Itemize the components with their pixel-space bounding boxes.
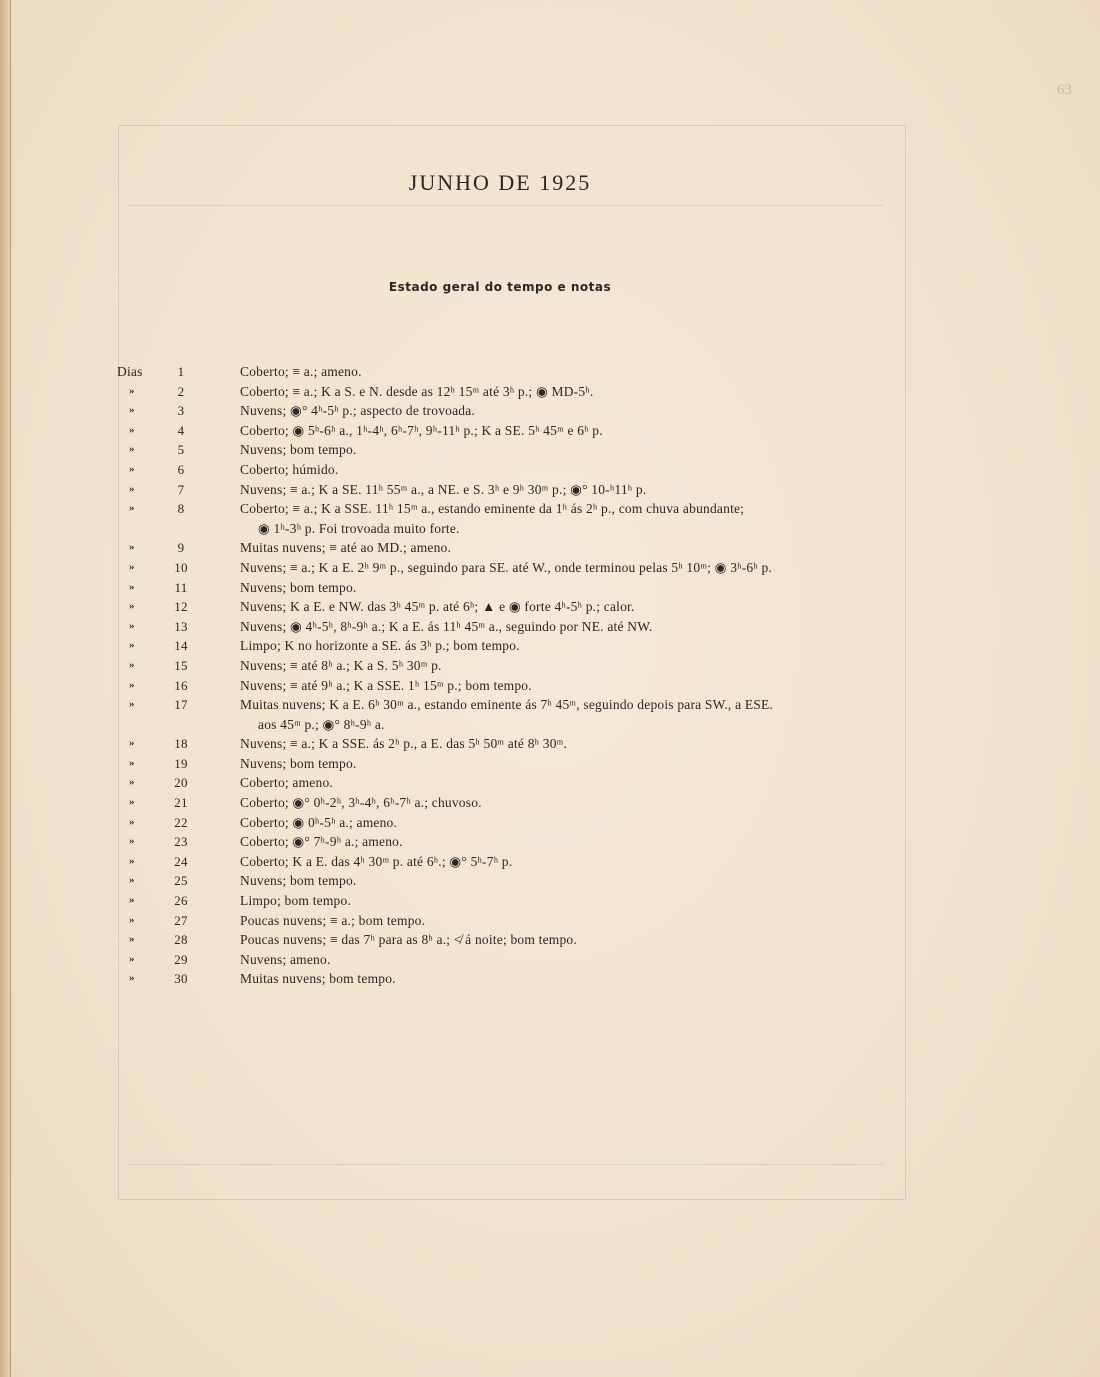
- ditto-mark: »: [129, 796, 135, 809]
- day-row: [0, 578, 1100, 598]
- section-subtitle: Estado geral do tempo e notas: [388, 280, 612, 294]
- day-description: [240, 578, 900, 598]
- day-number: 14: [174, 638, 188, 654]
- day-number: 26: [174, 893, 188, 909]
- day-text: Nuvens; ◉° 4ʰ-5ʰ p.; aspecto de trovoada.: [240, 403, 475, 419]
- day-description: [240, 636, 900, 656]
- day-description: [240, 382, 900, 402]
- day-row: [0, 382, 1100, 402]
- day-description: [240, 773, 900, 793]
- day-text: Nuvens; bom tempo.: [240, 755, 357, 771]
- day-description: [240, 695, 900, 734]
- day-text: Muitas nuvens; K a E. 6ʰ 30ᵐ a., estando eminente ás 7ʰ 45ᵐ, seguindo depois para SW., a ESE.: [240, 697, 774, 713]
- day-text: Nuvens; ≡ a.; K a SSE. ás 2ʰ p., a E. das 5ʰ 50ᵐ até 8ʰ 30ᵐ.: [240, 736, 568, 752]
- ditto-mark: »: [129, 560, 135, 573]
- day-description: [240, 813, 900, 833]
- day-row: [0, 950, 1100, 970]
- ditto-mark: »: [129, 384, 135, 397]
- day-row: [0, 401, 1100, 421]
- day-row: [0, 754, 1100, 774]
- day-description: [240, 852, 900, 872]
- ditto-mark: »: [129, 639, 135, 652]
- day-number: 12: [174, 599, 188, 615]
- day-row: [0, 852, 1100, 872]
- day-row: [0, 656, 1100, 676]
- day-description: [240, 538, 900, 558]
- day-text: Nuvens; bom tempo.: [240, 442, 357, 458]
- day-number: 28: [174, 932, 188, 948]
- day-text: Coberto; húmido.: [240, 461, 339, 477]
- day-description: [240, 362, 900, 382]
- day-row: [0, 538, 1100, 558]
- day-number: 16: [174, 677, 188, 693]
- day-number: 17: [174, 697, 188, 713]
- ditto-mark: »: [129, 619, 135, 632]
- day-row: [0, 793, 1100, 813]
- day-number: 19: [174, 755, 188, 771]
- day-text-continuation: aos 45ᵐ p.; ◉° 8ʰ-9ʰ a.: [258, 716, 385, 732]
- day-number: 6: [177, 461, 185, 477]
- day-text: Poucas nuvens; ≡ das 7ʰ para as 8ʰ a.; ≮ á noite; bom tempo.: [240, 932, 577, 948]
- day-row: [0, 421, 1100, 441]
- day-row: [0, 813, 1100, 833]
- day-text: Nuvens; ≡ a.; K a SE. 11ʰ 55ᵐ a., a NE. e S. 3ʰ e 9ʰ 30ᵐ p.; ◉° 10-ʰ11ʰ p.: [240, 481, 647, 497]
- day-description: [240, 832, 900, 852]
- day-text: Coberto; ◉ 0ʰ-5ʰ a.; ameno.: [240, 814, 398, 830]
- day-row: [0, 930, 1100, 950]
- day-text: Coberto; ◉° 0ʰ-2ʰ, 3ʰ-4ʰ, 6ʰ-7ʰ a.; chuvoso.: [240, 795, 482, 811]
- daily-weather-list: [0, 362, 1100, 989]
- day-number: 9: [177, 540, 185, 556]
- day-number: 18: [174, 736, 188, 752]
- ditto-mark: »: [129, 835, 135, 848]
- day-number: 1: [177, 364, 185, 379]
- day-row: [0, 832, 1100, 852]
- ditto-mark: »: [129, 482, 135, 495]
- day-row: [0, 871, 1100, 891]
- day-number: 10: [174, 559, 188, 575]
- day-row: [0, 734, 1100, 754]
- ditto-mark: »: [129, 933, 135, 946]
- ditto-mark: »: [129, 443, 135, 456]
- day-text: Nuvens; bom tempo.: [240, 579, 357, 595]
- day-text-continuation: ◉ 1ʰ-3ʰ p. Foi trovoada muito forte.: [258, 520, 460, 536]
- day-text: Coberto; ≡ a.; ameno.: [240, 364, 362, 379]
- day-row: [0, 597, 1100, 617]
- day-number: 21: [174, 795, 188, 811]
- day-description: [240, 656, 900, 676]
- day-row: [0, 617, 1100, 637]
- dias-label: Dias: [117, 364, 143, 379]
- page-title: JUNHO DE 1925: [408, 170, 592, 195]
- day-description: [240, 460, 900, 480]
- day-number: 22: [174, 814, 188, 830]
- ditto-mark: »: [129, 678, 135, 691]
- ditto-mark: »: [129, 913, 135, 926]
- ditto-mark: »: [129, 737, 135, 750]
- ditto-mark: »: [129, 874, 135, 887]
- day-text: Nuvens; ≡ até 9ʰ a.; K a SSE. 1ʰ 15ᵐ p.; bom tempo.: [240, 677, 532, 693]
- day-row: [0, 911, 1100, 931]
- day-description: [240, 969, 900, 989]
- ditto-mark: »: [129, 815, 135, 828]
- ditto-mark: »: [129, 972, 135, 985]
- ditto-mark: »: [129, 423, 135, 436]
- day-row: [0, 676, 1100, 696]
- ditto-mark: »: [129, 854, 135, 867]
- day-text: Coberto; ameno.: [240, 775, 333, 791]
- day-description: [240, 734, 900, 754]
- day-number: 25: [174, 873, 188, 889]
- day-row: [0, 460, 1100, 480]
- day-description: [240, 440, 900, 460]
- ditto-mark: »: [129, 776, 135, 789]
- ditto-mark: »: [129, 580, 135, 593]
- day-row: [0, 499, 1100, 538]
- day-text: Nuvens; ≡ até 8ʰ a.; K a S. 5ʰ 30ᵐ p.: [240, 657, 442, 673]
- ditto-mark: »: [129, 894, 135, 907]
- day-text: Poucas nuvens; ≡ a.; bom tempo.: [240, 912, 426, 928]
- day-text: Coberto; ◉° 7ʰ-9ʰ a.; ameno.: [240, 834, 403, 850]
- day-description: [240, 950, 900, 970]
- ditto-mark: »: [129, 756, 135, 769]
- day-text: Muitas nuvens; bom tempo.: [240, 971, 396, 987]
- day-description: [240, 676, 900, 696]
- day-number: 11: [174, 579, 188, 595]
- day-row: [0, 969, 1100, 989]
- day-number: 23: [174, 834, 188, 850]
- day-description: [240, 499, 900, 538]
- day-text: Coberto; K a E. das 4ʰ 30ᵐ p. até 6ʰ.; ◉° 5ʰ-7ʰ p.: [240, 853, 513, 869]
- day-number: 27: [174, 912, 188, 928]
- day-number: 7: [177, 481, 185, 497]
- day-description: [240, 911, 900, 931]
- day-description: [240, 597, 900, 617]
- day-number: 24: [174, 853, 188, 869]
- day-description: [240, 930, 900, 950]
- day-number: 29: [174, 951, 188, 967]
- day-row: [0, 480, 1100, 500]
- ditto-mark: »: [129, 698, 135, 711]
- day-text: Coberto; ◉ 5ʰ-6ʰ a., 1ʰ-4ʰ, 6ʰ-7ʰ, 9ʰ-11ʰ p.; K a SE. 5ʰ 45ᵐ e 6ʰ p.: [240, 422, 603, 438]
- page-number: 63: [1057, 82, 1072, 98]
- day-number: 4: [177, 422, 185, 438]
- ditto-mark: »: [129, 541, 135, 554]
- day-text: Nuvens; K a E. e NW. das 3ʰ 45ᵐ p. até 6ʰ; ▲ e ◉ forte 4ʰ-5ʰ p.; calor.: [240, 599, 635, 615]
- day-number: 13: [174, 618, 188, 634]
- ditto-mark: »: [129, 502, 135, 515]
- day-description: [240, 871, 900, 891]
- day-number: 30: [174, 971, 188, 987]
- day-text: Limpo; bom tempo.: [240, 893, 352, 909]
- day-description: [240, 617, 900, 637]
- day-number: 2: [177, 383, 185, 399]
- ditto-mark: »: [129, 462, 135, 475]
- ditto-mark: »: [129, 600, 135, 613]
- day-text: Coberto; ≡ a.; K a S. e N. desde as 12ʰ 15ᵐ até 3ʰ p.; ◉ MD-5ʰ.: [240, 383, 594, 399]
- day-number: 8: [177, 501, 185, 517]
- day-row: [0, 891, 1100, 911]
- day-description: [240, 401, 900, 421]
- day-row: [0, 636, 1100, 656]
- day-number: 20: [174, 775, 188, 791]
- day-text: Muitas nuvens; ≡ até ao MD.; ameno.: [240, 540, 452, 556]
- ditto-mark: »: [129, 952, 135, 965]
- day-description: [240, 480, 900, 500]
- day-text: Coberto; ≡ a.; K a SSE. 11ʰ 15ᵐ a., estando eminente da 1ʰ ás 2ʰ p., com chuva abundante;: [240, 501, 745, 517]
- day-text: Nuvens; bom tempo.: [240, 873, 357, 889]
- day-text: Nuvens; ◉ 4ʰ-5ʰ, 8ʰ-9ʰ a.; K a E. ás 11ʰ 45ᵐ a., seguindo por NE. até NW.: [240, 618, 653, 634]
- day-row: [0, 695, 1100, 734]
- day-number: 3: [177, 403, 185, 419]
- ditto-mark: »: [129, 404, 135, 417]
- day-description: [240, 891, 900, 911]
- day-description: [240, 793, 900, 813]
- day-row: [0, 558, 1100, 578]
- day-number: 15: [174, 657, 188, 673]
- day-text: Limpo; K no horizonte a SE. ás 3ʰ p.; bom tempo.: [240, 638, 520, 654]
- day-text: Nuvens; ≡ a.; K a E. 2ʰ 9ᵐ p., seguindo para SE. até W., onde terminou pelas 5ʰ 10ᵐ; ◉ 3ʰ-6ʰ p.: [240, 559, 772, 575]
- day-description: [240, 558, 900, 578]
- day-row: [0, 773, 1100, 793]
- day-row: [0, 440, 1100, 460]
- day-number: 5: [177, 442, 185, 458]
- day-description: [240, 754, 900, 774]
- ditto-mark: »: [129, 658, 135, 671]
- day-description: [240, 421, 900, 441]
- day-row: [0, 362, 1100, 382]
- day-text: Nuvens; ameno.: [240, 951, 331, 967]
